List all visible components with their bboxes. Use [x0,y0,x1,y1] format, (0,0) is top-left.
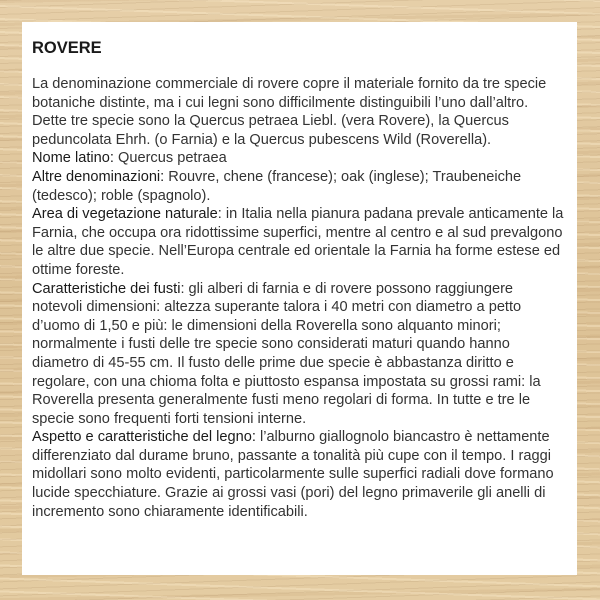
section-text: Rouvre, chene (francese); oak (inglese); Traubeneiche (tedesco); roble (spagnolo). [32,168,522,204]
section-text: l’alburno giallognolo biancastro è nettamente differenziato dal durame bruno, passante a tonalità più cupe con il tempo. I raggi midollari sono molto evidenti, particolarmente sulle superfici radiali dove formano lucide specchiature. Grazie ai grossi vasi (pori) del legno primaverile gli anelli di incremento sono chiaramente identificabili. [32,429,554,520]
section-label: Aspetto e caratteristiche del legno: [32,429,256,446]
section-label: Altre denominazioni: [32,168,165,185]
card-body [32,75,567,521]
section-label: Nome latino: [32,150,114,167]
section-label: Caratteristiche dei fusti [32,280,181,297]
section-wood-features [32,428,567,521]
section-text: : in Italia nella pianura padana prevale anticamente la Farnia, che occupa ora ridottissime superfici, mentre al centro e al sud prevalgono le altre due specie. Nell’Europa centrale ed orientale la Farnia ha forme estese ed ottime foreste. [32,206,564,278]
info-card [22,22,577,575]
section-text: Quercus petraea [113,150,227,167]
section-trunk-features [32,280,567,429]
section-other-names [32,168,567,205]
section-natural-area [32,205,567,279]
section-label: Area di vegetazione naturale [32,206,218,223]
intro-paragraph: La denominazione commerciale di rovere copre il materiale fornito da tre specie botaniche distinte, ma i cui legni sono difficilmente distinguibili l’uno dall’altro. Dette tre specie sono la Quercus petraea Liebl. (vera Rovere), la Quercus peduncolata Ehrh. (o Farnia) e la Quercus pubescens Wild (Roverella). [32,76,547,148]
section-latin-name [32,149,567,168]
page-title: ROVERE [32,39,102,57]
section-text: : gli alberi di farnia e di rovere possono raggiungere notevoli dimensioni: altezza superante talora i 40 metri con diametro a petto d’uomo di 1,50 e più: le dimensioni della Roverella sono alquanto minori; normalmente i fusti delle tre specie sono considerati maturi quando hanno diametro di 45-55 cm. Il fusto delle prime due specie è abbastanza diritto e regolare, con una chioma folta e piuttosto espansa impostata su grossi rami: la Roverella presenta generalmente fusti meno regolari di forma. In tutte e tre le specie sono frequenti forti tensioni interne. [32,280,541,427]
